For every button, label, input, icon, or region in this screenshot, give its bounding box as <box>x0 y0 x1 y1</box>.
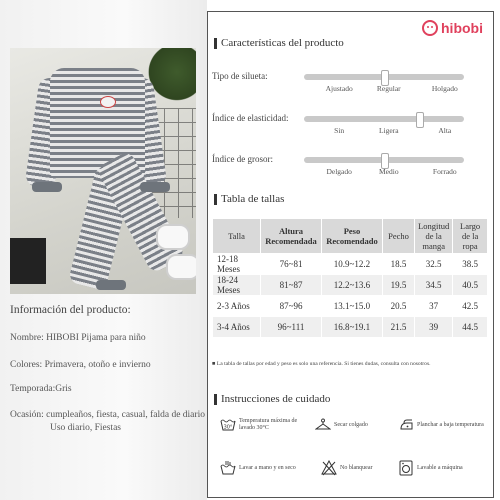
thickness-scale: Delgado Medio Forrado <box>304 157 464 163</box>
elasticity-label: Índice de elasticidad: <box>212 113 289 123</box>
characteristics-heading: Características del producto <box>214 37 344 49</box>
table-row: 18-24 Meses 81~87 12.2~13.6 19.5 34.5 40.5 <box>213 275 488 296</box>
clapperboard-decor <box>10 238 46 284</box>
elasticity-marker <box>416 112 424 128</box>
machine-wash-icon <box>398 460 414 476</box>
shirt-badge <box>100 96 116 108</box>
care-item: Lavar a mano y en seco <box>220 460 307 476</box>
iron-low-icon <box>398 417 414 433</box>
table-row: 2-3 Años 87~96 13.1~15.0 20.5 37 42.5 <box>213 296 488 317</box>
silhouette-scale: Ajustado Regular Holgado <box>304 74 464 80</box>
care-item: No blanquear <box>321 460 408 476</box>
care-item: Secar colgado <box>315 417 402 433</box>
care-heading: Instrucciones de cuidado <box>214 393 330 405</box>
hand-wash-icon <box>220 460 236 476</box>
info-line-occasion: Ocasión: cumpleaños, fiesta, casual, falda de diario <box>10 410 205 420</box>
table-row: 3-4 Años 96~111 16.8~19.1 21.5 39 44.5 <box>213 317 488 338</box>
care-item: Lavable a máquina <box>398 460 485 476</box>
col-size: Talla <box>213 219 261 254</box>
col-weight: Peso Recomendado <box>322 219 383 254</box>
col-chest: Pecho <box>382 219 414 254</box>
care-item: 30° Temperatura máxima de lavado 30°C <box>220 417 307 433</box>
no-bleach-icon <box>321 460 337 476</box>
size-table-heading: Tabla de tallas <box>214 193 284 205</box>
product-photo <box>10 48 196 294</box>
col-height: Altura Recomendada <box>261 219 322 254</box>
size-table-header <box>213 219 488 254</box>
thickness-label: Índice de grosor: <box>212 154 273 164</box>
wash-30-icon <box>220 417 236 433</box>
shoe-decor <box>156 224 190 250</box>
details-panel <box>207 11 494 498</box>
size-table <box>212 218 488 338</box>
svg-text:30°: 30° <box>223 424 233 431</box>
brand-logo: hibobi <box>422 20 483 36</box>
col-length: Largo de la ropa <box>453 219 488 254</box>
shoe-decor <box>166 254 196 280</box>
info-line-name: Nombre: HIBOBI Pijama para niño <box>10 333 146 343</box>
info-line-season: Temporada:Gris <box>10 384 72 394</box>
col-sleeve: Longitud de la manga <box>415 219 453 254</box>
table-row: 12-18 Meses 76~81 10.9~12.2 18.5 32.5 38.5 <box>213 254 488 275</box>
elasticity-scale: Sin Ligera Alta <box>304 116 464 122</box>
silhouette-label: Tipo de silueta: <box>212 71 268 81</box>
hang-dry-icon <box>315 417 331 433</box>
size-note: ■ La tabla de tallas por edad y peso es solo una referencia. Si tienes dudas, consulta con nosotros. <box>212 361 431 367</box>
care-item: Planchar a baja temperatura <box>398 417 485 433</box>
product-info-title: Información del producto: <box>10 304 131 316</box>
smiley-logo-icon <box>422 20 438 36</box>
info-line-extra: Uso diario, Fiestas <box>50 423 121 433</box>
info-line-colors: Colores: Primavera, otoño e invierno <box>10 360 151 370</box>
